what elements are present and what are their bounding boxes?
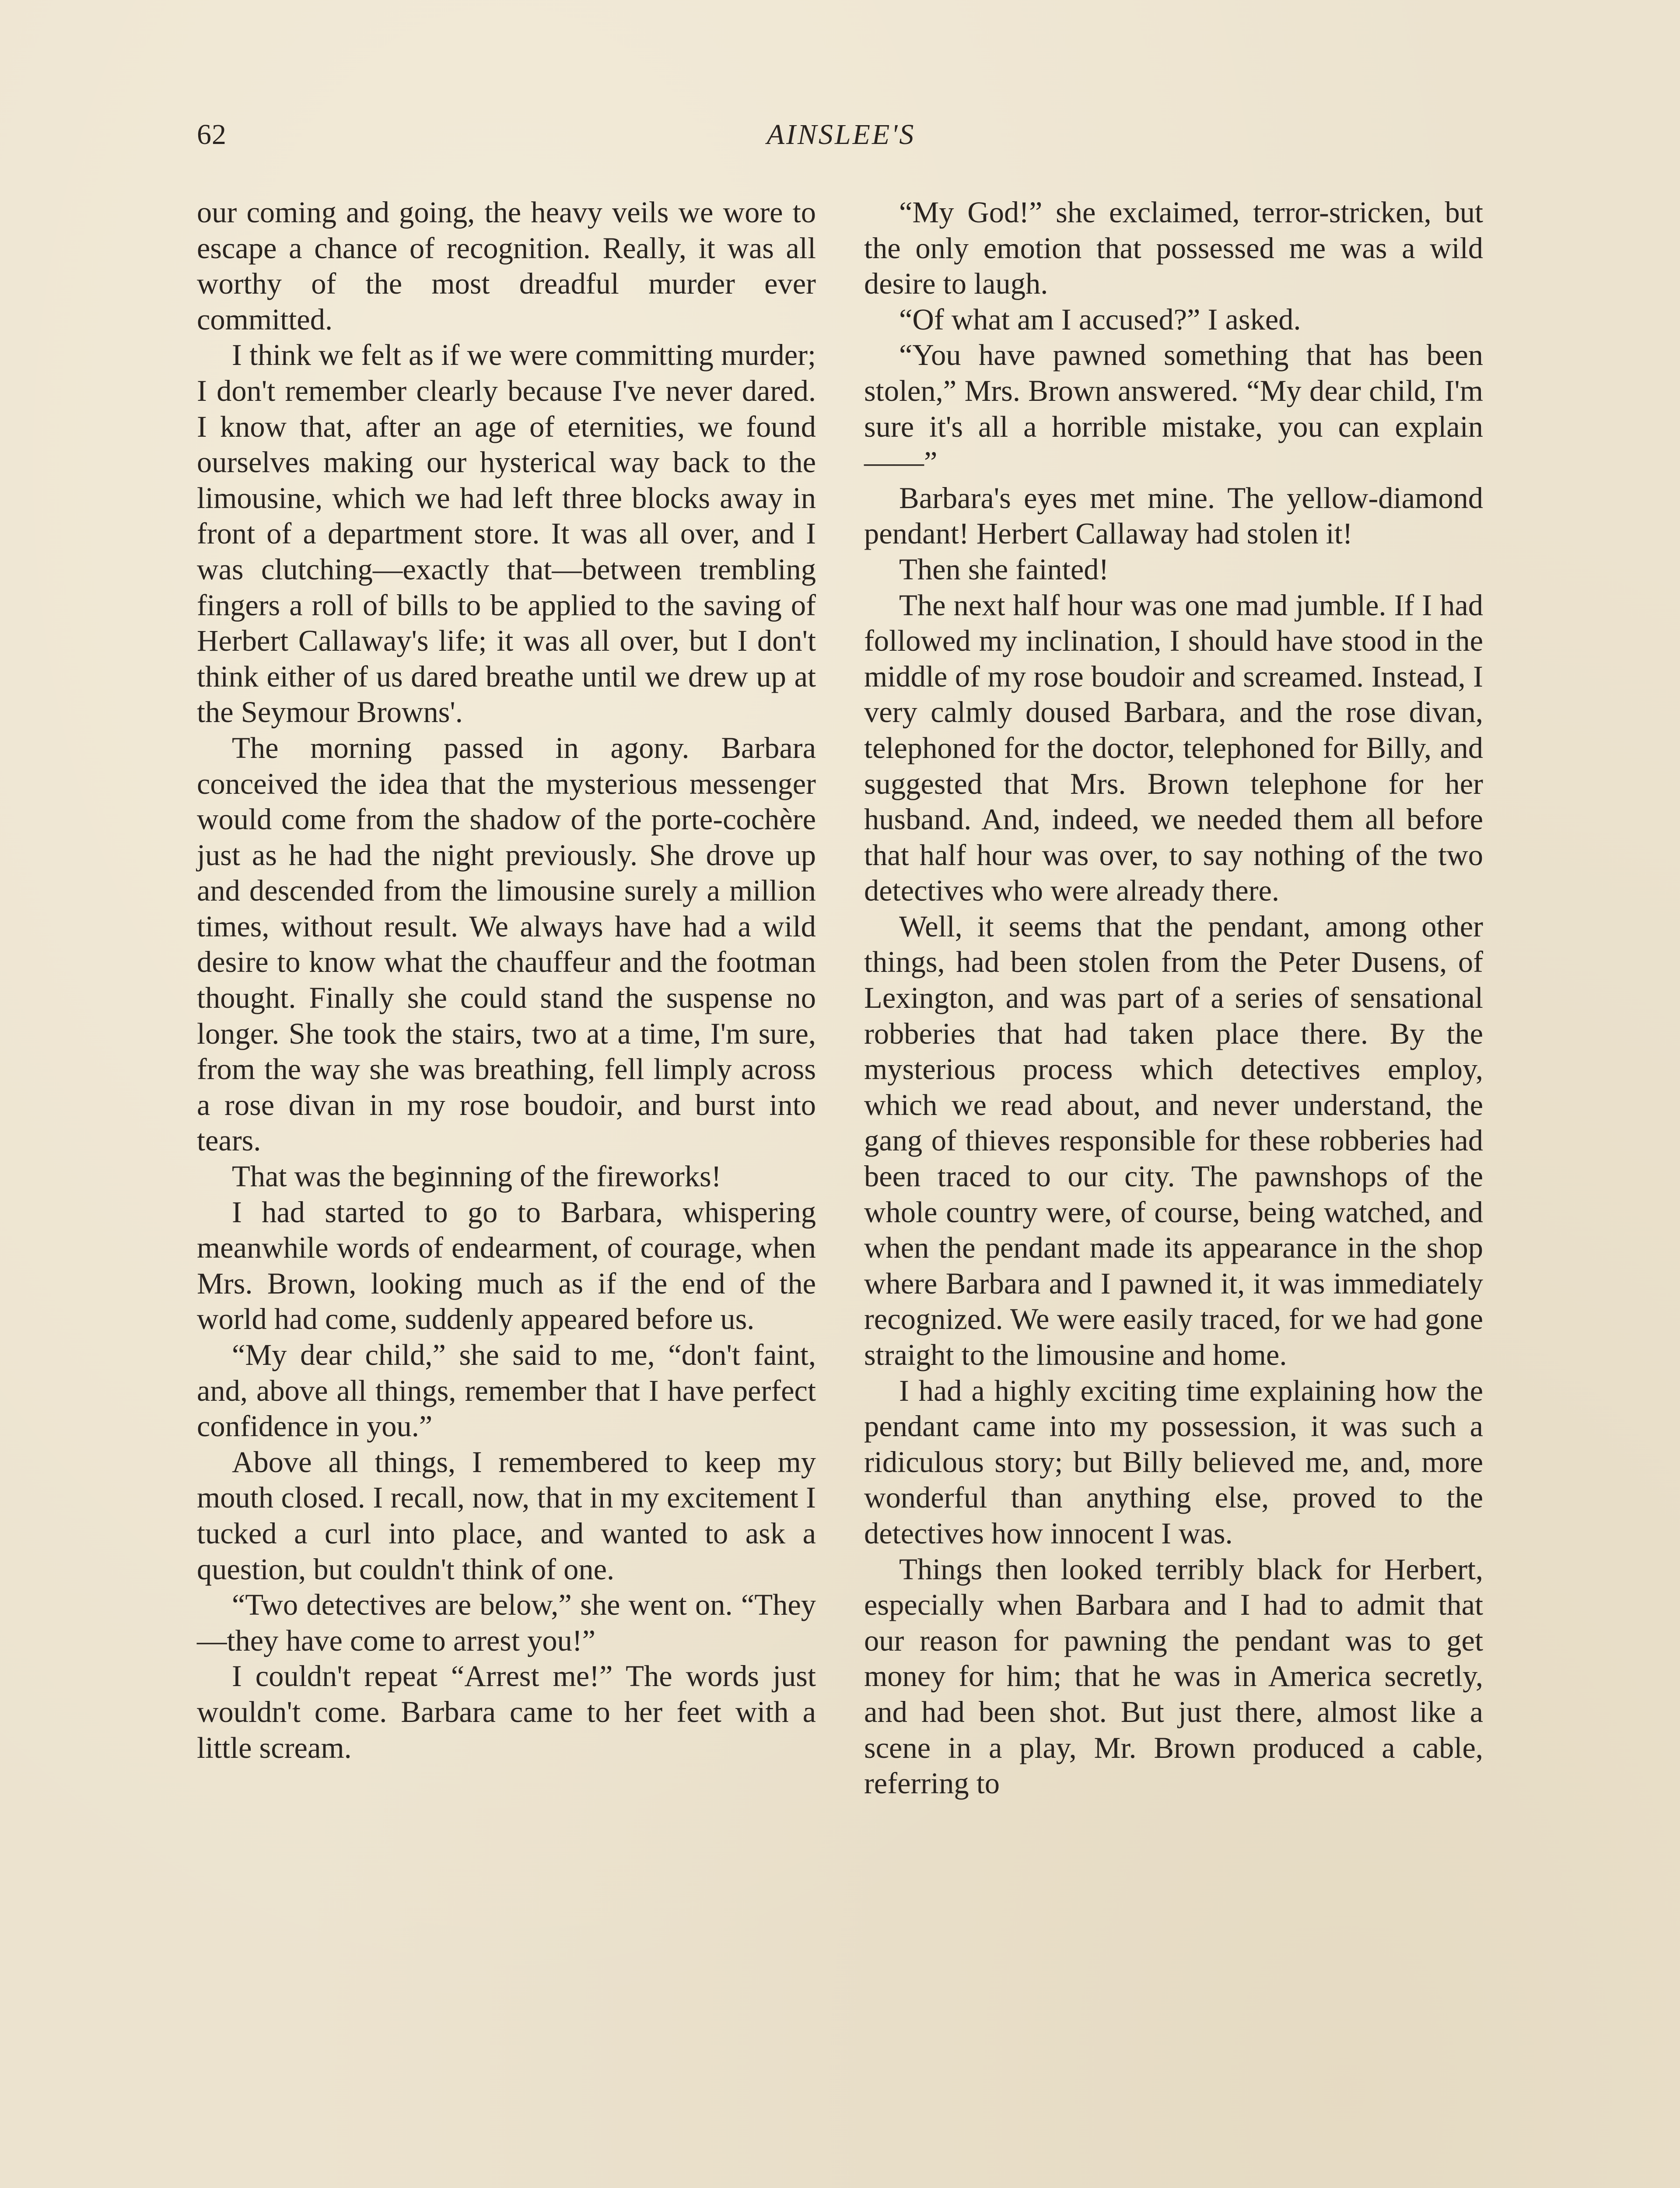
paragraph: “You have pawned something that has been stolen,” Mrs. Brown answered. “My dear child, I'm sure it's all a horrible mistake, you can explain——” xyxy=(864,338,1483,479)
paragraph: I couldn't repeat “Arrest me!” The words just wouldn't come. Barbara came to her feet with a little scream. xyxy=(197,1659,816,1764)
paragraph: I had a highly exciting time explaining how the pendant came into my possession, it was such a ridiculous story; but Billy believed me, and, more wonderful than anything else, proved to the detectives how innocent I was. xyxy=(864,1374,1483,1550)
running-title: AINSLEE'S xyxy=(766,119,916,151)
paragraph: I had started to go to Barbara, whispering meanwhile words of endearment, of courage, when Mrs. Brown, looking much as if the end of the world had come, suddenly appeared before us. xyxy=(197,1195,816,1336)
text-column-left xyxy=(197,195,816,2177)
paragraph: our coming and going, the heavy veils we wore to escape a chance of recognition. Really, it was all worthy of the most dreadful murder ever committed. xyxy=(197,196,816,336)
paragraph: Things then looked terribly black for Herbert, especially when Barbara and I had to admit that our reason for pawning the pendant was to get money for him; that he was in America secretly, and had been shot. But just there, almost like a scene in a play, Mr. Brown produced a cable, referring to xyxy=(864,1552,1483,1800)
paragraph: That was the beginning of the fireworks! xyxy=(232,1160,721,1193)
page-header xyxy=(197,118,1485,166)
paragraph: “Two detectives are below,” she went on. “They—they have come to arrest you!” xyxy=(197,1588,816,1657)
page-number: 62 xyxy=(197,119,227,151)
paragraph: I think we felt as if we were committing murder; I don't remember clearly because I've never dared. I know that, after an age of eternities, we found ourselves making our hysterical way back to the limousine, which we had left three blocks away in front of a department store. It was all over, and I was clutching—exactly that—between trembling fingers a roll of bills to be applied to the saving of Herbert Callaway's life; it was all over, but I don't think either of us dared breathe until we drew up at the Seymour Browns'. xyxy=(197,338,816,729)
paragraph: Barbara's eyes met mine. The yellow-diamond pendant! Herbert Callaway had stolen it! xyxy=(864,481,1483,551)
paragraph: Well, it seems that the pendant, among other things, had been stolen from the Peter Dusens, of Lexington, and was part of a series of sensational robberies that had taken place there. By the mysterious process which detectives employ, which we read about, and never understand, the gang of thieves responsible for these robberies had been traced to our city. The pawnshops of the whole country were, of course, being watched, and when the pendant made its appearance in the shop where Barbara and I pawned it, it was immediately recognized. We were easily traced, for we had gone straight to the limousine and home. xyxy=(864,909,1483,1371)
paragraph: “Of what am I accused?” I asked. xyxy=(899,302,1301,336)
paragraph: “My God!” she exclaimed, terror-stricken, but the only emotion that possessed me was a wild desire to laugh. xyxy=(864,196,1483,301)
paragraph: “My dear child,” she said to me, “don't faint, and, above all things, remember that I have perfect confidence in you.” xyxy=(197,1338,816,1443)
paragraph: The next half hour was one mad jumble. If I had followed my inclination, I should have stood in the middle of my rose boudoir and screamed. Instead, I very calmly doused Barbara, and the rose divan, telephoned for the doctor, telephoned for Billy, and suggested that Mrs. Brown telephone for her husband. And, indeed, we needed them all before that half hour was over, to say nothing of the two detectives who were already there. xyxy=(864,588,1483,908)
paragraph: Then she fainted! xyxy=(899,552,1109,586)
paragraph: Above all things, I remembered to keep my mouth closed. I recall, now, that in my excitement I tucked a curl into place, and wanted to ask a question, but couldn't think of one. xyxy=(197,1445,816,1586)
paragraph: The morning passed in agony. Barbara conceived the idea that the mysterious messenger would come from the shadow of the porte-cochère just as he had the night previously. She drove up and descended from the limousine surely a million times, without result. We always have had a wild desire to know what the chauffeur and the footman thought. Finally she could stand the suspense no longer. She took the stairs, two at a time, I'm sure, from the way she was breathing, fell limply across a rose divan in my rose boudoir, and burst into tears. xyxy=(197,731,816,1157)
text-column-right xyxy=(864,195,1483,2177)
